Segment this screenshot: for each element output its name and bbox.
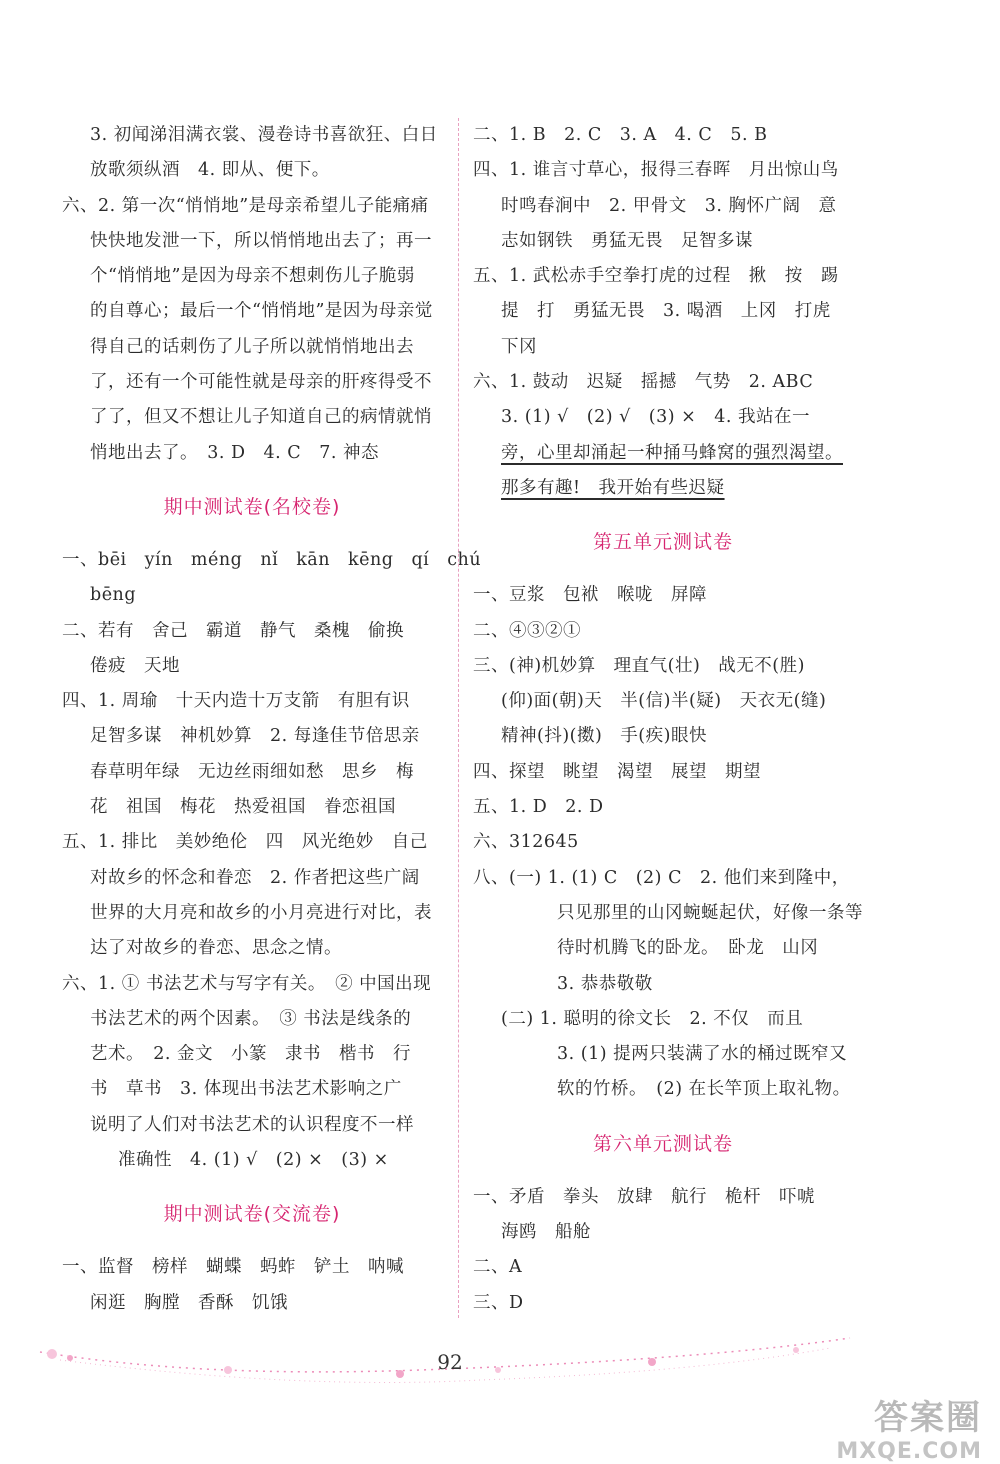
- answer-line: 旁，心里却涌起一种捅马蜂窝的强烈渴望。: [501, 442, 843, 463]
- answer-line: 3. (1) √ (2) √ (3) × 4. 我站在一: [501, 407, 811, 428]
- answer-line: 世界的大月亮和故乡的小月亮进行对比，表: [90, 902, 432, 923]
- answer-line: 六、2. 第一次“悄悄地”是母亲希望儿子能痛痛: [62, 195, 429, 216]
- answer-line: (仰)面(朝)天 半(信)半(疑) 天衣无(缝): [501, 691, 827, 712]
- answer-line: 时鸣春涧中 2. 甲骨文 3. 胸怀广阔 意: [501, 195, 837, 216]
- answer-line: 3. 恭恭敬敬: [557, 973, 653, 994]
- answer-line: 倦疲 天地: [90, 655, 180, 676]
- answer-line: 五、1. 排比 美妙绝伦 四 风光绝妙 自己: [62, 832, 428, 853]
- answer-line: 的自尊心；最后一个“悄悄地”是因为母亲觉: [90, 301, 433, 322]
- answer-line: 了，还有一个可能性就是母亲的肝疼得受不: [90, 372, 432, 393]
- answer-line: 足智多谋 神机妙算 2. 每逢佳节倍思亲: [90, 726, 420, 747]
- answer-line: 放歌须纵酒 4. 即从、便下。: [90, 160, 330, 181]
- answer-line: 三、D: [473, 1292, 524, 1313]
- section-heading: 期中测试卷(名校卷): [163, 495, 341, 518]
- answer-line: 花 祖国 梅花 热爱祖国 眷恋祖国: [90, 797, 396, 818]
- answer-line: 了了，但又不想让儿子知道自己的病情就悄: [90, 407, 432, 428]
- answer-line: 六、312645: [473, 832, 579, 853]
- answer-line: 四、1. 周瑜 十天内造十万支箭 有胆有识: [62, 691, 410, 712]
- answer-line: 下冈: [501, 336, 537, 357]
- answer-line: 快快地发泄一下，所以悄悄地出去了；再一: [90, 230, 432, 251]
- left-column: [62, 118, 482, 1321]
- answer-line: 春草明年绿 无边丝雨细如愁 思乡 梅: [90, 761, 414, 782]
- answer-line: 一、矛盾 拳头 放肆 航行 桅杆 吓唬: [473, 1186, 815, 1207]
- answer-line: 得自己的话刺伤了儿子所以就悄悄地出去: [90, 336, 414, 357]
- page-number: 92: [437, 1350, 463, 1374]
- answer-line: 一、监督 榜样 蝴蝶 蚂蚱 铲土 呐喊: [62, 1257, 404, 1278]
- watermark-cn: 答案圈: [874, 1398, 982, 1438]
- watermark-logo: [782, 1390, 982, 1464]
- answer-line: 个“悄悄地”是因为母亲不想刺伤儿子脆弱: [90, 266, 415, 287]
- answer-line: 书 草书 3. 体现出书法艺术影响之广: [90, 1079, 402, 1100]
- answer-line: 提 打 勇猛无畏 3. 喝酒 上冈 打虎: [501, 301, 831, 322]
- answer-line: 3. (1) 提两只装满了水的桶过既窄又: [557, 1044, 848, 1065]
- answer-line: 书法艺术的两个因素。 ③ 书法是线条的: [90, 1008, 412, 1029]
- section-heading: 期中测试卷(交流卷): [163, 1203, 341, 1226]
- answer-line: 精神(抖)(擞) 手(疾)眼快: [501, 726, 707, 747]
- answer-line: 那多有趣! 我开始有些迟疑: [501, 477, 725, 498]
- answer-line: (二) 1. 聪明的徐文长 2. 不仅 而且: [501, 1008, 804, 1029]
- answer-line: 待时机腾飞的卧龙。 卧龙 山冈: [557, 938, 819, 959]
- answer-line: 一、bēi yín méng nǐ kān kēng qí chú: [62, 549, 482, 570]
- answer-line: 说明了人们对书法艺术的认识程度不一样: [90, 1114, 414, 1135]
- answer-line: 二、若有 舍己 霸道 静气 桑槐 偷换: [62, 620, 404, 641]
- answer-line: 准确性 4. (1) √ (2) × (3) ×: [118, 1150, 389, 1171]
- column-divider: [458, 118, 459, 1318]
- answer-line: 悄地出去了。 3. D 4. C 7. 神态: [90, 442, 379, 463]
- answer-line: 二、A: [473, 1257, 523, 1278]
- answer-line: 五、1. D 2. D: [473, 797, 604, 818]
- section-heading: 第六单元测试卷: [592, 1132, 733, 1155]
- right-column: [473, 118, 863, 1321]
- answer-line: 三、(神)机妙算 理直气(壮) 战无不(胜): [473, 655, 805, 676]
- answer-line: bēng: [90, 585, 137, 606]
- answer-line: 六、1. 鼓动 迟疑 摇撼 气势 2. ABC: [473, 372, 814, 393]
- answer-line: 闲逛 胸膛 香酥 饥饿: [90, 1292, 288, 1313]
- answer-line: 八、(一) 1. (1) C (2) C 2. 他们来到隆中，: [473, 867, 850, 888]
- answer-line: 达了对故乡的眷恋、思念之情。: [90, 938, 342, 959]
- answer-line: 六、1. ① 书法艺术与写字有关。 ② 中国出现: [62, 973, 432, 994]
- answer-line: 二、1. B 2. C 3. A 4. C 5. B: [473, 125, 768, 145]
- answer-line: 艺术。 2. 金文 小篆 隶书 楷书 行: [90, 1044, 412, 1065]
- answer-line: 海鸥 船舱: [501, 1222, 591, 1243]
- watermark-en: MXQE.COM: [836, 1439, 982, 1464]
- answer-line: 志如钢铁 勇猛无畏 足智多谋: [501, 230, 753, 251]
- answer-line: 只见那里的山冈蜿蜒起伏，好像一条等: [557, 902, 863, 923]
- answer-line: 四、探望 眺望 渴望 展望 期望: [473, 761, 761, 782]
- answer-line: 一、豆浆 包袱 喉咙 屏障: [473, 585, 707, 606]
- section-heading: 第五单元测试卷: [592, 531, 733, 554]
- answer-line: 二、④③②①: [473, 620, 581, 641]
- answer-line: 四、1. 谁言寸草心，报得三春晖 月出惊山鸟: [473, 160, 839, 181]
- answer-line: 对故乡的怀念和眷恋 2. 作者把这些广阔: [90, 867, 420, 888]
- answer-line: 五、1. 武松赤手空拳打虎的过程 揪 按 踢: [473, 266, 839, 287]
- answer-line: 3. 初闻涕泪满衣裳、漫卷诗书喜欲狂、白日: [90, 125, 438, 145]
- answer-line: 软的竹桥。 (2) 在长竿顶上取礼物。: [557, 1079, 851, 1100]
